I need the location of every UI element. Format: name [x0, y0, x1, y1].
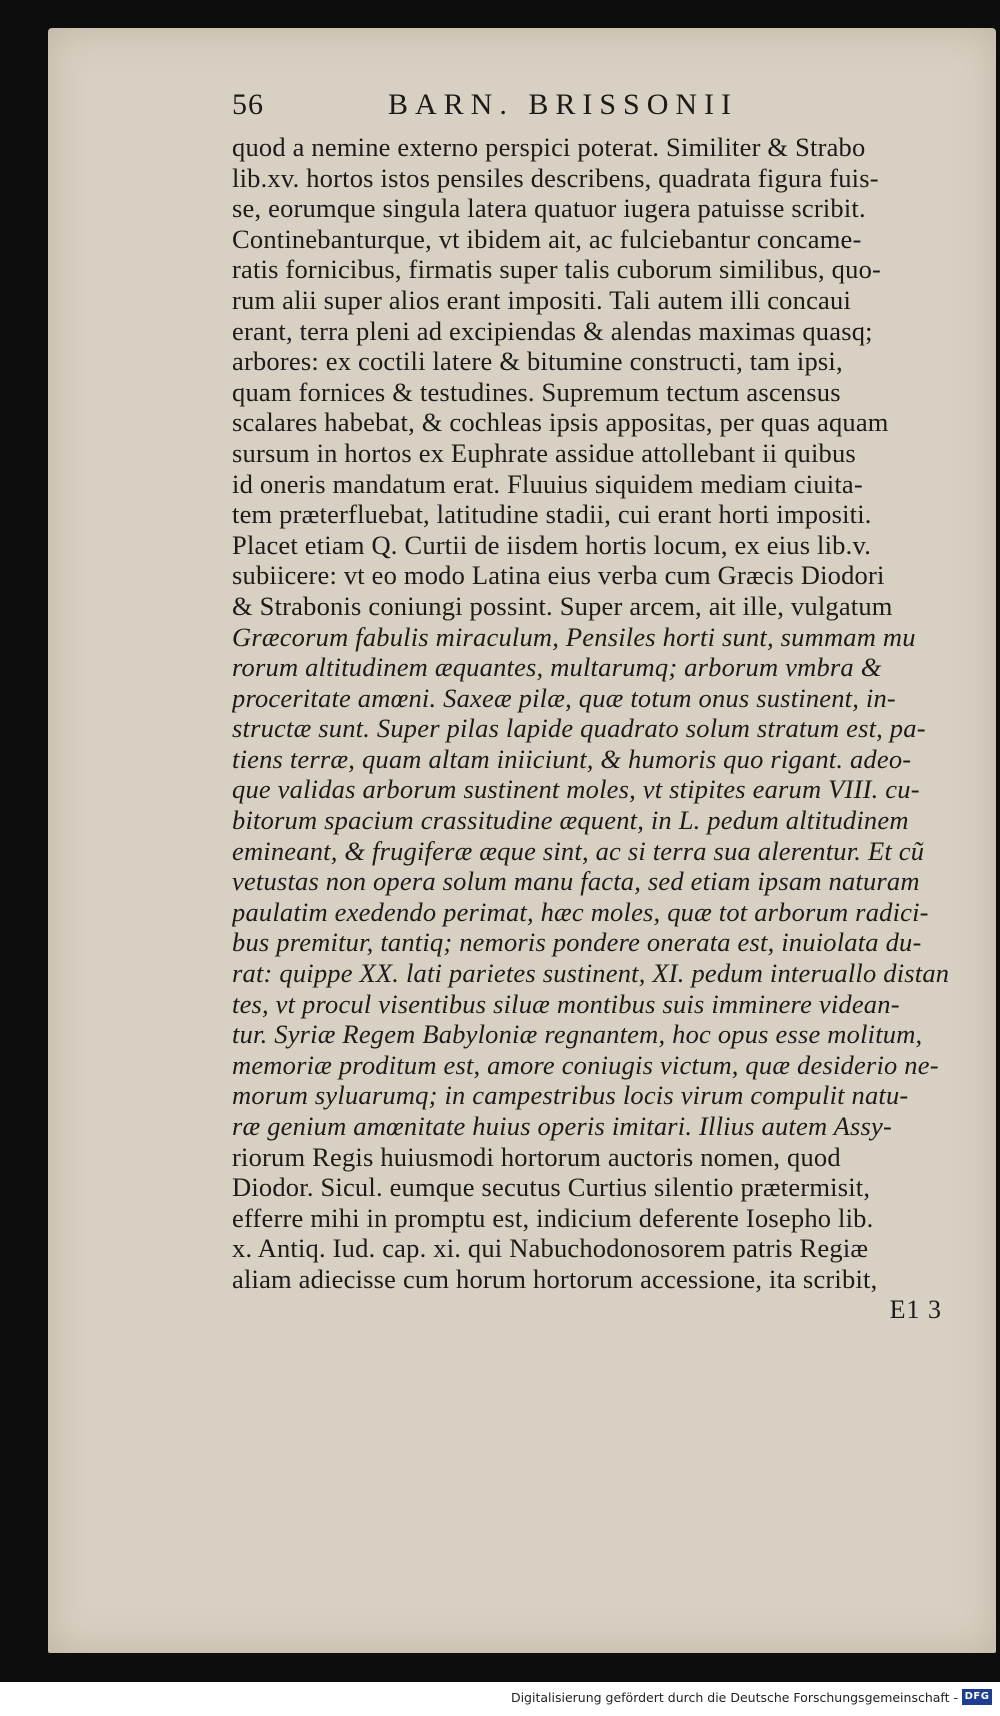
text-line: paulatim exedendo perimat, hæc moles, quæ tot arborum radici- — [232, 896, 929, 927]
text-line: que validas arborum sustinent moles, vt stipites earum VIII. cu- — [232, 774, 920, 805]
text-line: proceritate amœni. Saxeæ pilæ, quæ totum onus sustinent, in- — [232, 682, 896, 713]
text-line: Græcorum fabulis miraculum, Pensiles horti sunt, summam mu — [232, 621, 916, 652]
body-text — [232, 132, 992, 1295]
text-line: Placet etiam Q. Curtii de iisdem hortis locum, ex eius lib.v. — [232, 529, 872, 560]
text-line: bus premitur, tantiq; nemoris pondere onerata est, inuiolata du- — [232, 927, 922, 958]
text-line: Diodor. Sicul. eumque secutus Curtius silentio prætermisit, — [232, 1172, 871, 1203]
text-line: rat: quippe XX. lati parietes sustinent, XI. pedum interuallo distan — [232, 958, 950, 989]
text-line: ræ genium amœnitate huius operis imitari. Illius autem Assy- — [232, 1111, 893, 1141]
text-line: aliam adiecisse cum horum hortorum accessione, ita scribit, — [232, 1263, 878, 1294]
page-content — [232, 88, 992, 1648]
text-line: x. Antiq. Iud. cap. xi. qui Nabuchodonosorem patris Regiæ — [232, 1233, 869, 1264]
text-line: arbores: ex coctili latere & bitumine constructi, tam ipsi, — [232, 346, 843, 377]
text-line: efferre mihi in promptu est, indicium deferente Iosepho lib. — [232, 1202, 874, 1233]
text-line: quam fornices & testudines. Supremum tectum ascensus — [232, 376, 841, 407]
text-line: tem præterfluebat, latitudine stadii, cui erant horti impositi. — [232, 499, 872, 530]
text-line: vetustas non opera solum manu facta, sed etiam ipsam naturam — [232, 866, 920, 897]
text-line: tes, vt procul visentibus siluæ montibus suis imminere videan- — [232, 988, 900, 1019]
text-line: scalares habebat, & cochleas ipsis appositas, per quas aquam — [232, 407, 889, 438]
text-line: memoriæ proditum est, amore coniugis victum, quæ desiderio ne- — [232, 1049, 939, 1080]
text-line: morum syluarumq; in campestribus locis virum compulit natu- — [232, 1080, 909, 1111]
text-line: Continebanturque, vt ibidem ait, ac fulciebantur concame- — [232, 223, 862, 254]
footer-credit: Digitalisierung gefördert durch die Deutsche Forschungsgemeinschaft - — [510, 1690, 958, 1705]
text-line: structæ sunt. Super pilas lapide quadrato solum stratum est, pa- — [232, 713, 926, 744]
text-line: tur. Syriæ Regem Babyloniæ regnantem, hoc opus esse molitum, — [232, 1019, 923, 1050]
catchword-row — [232, 1295, 992, 1329]
text-line: quod a nemine externo perspici poterat. Similiter & Strabo — [232, 132, 866, 162]
text-line: sursum in hortos ex Euphrate assidue attollebant ii quibus — [232, 437, 856, 468]
book-page — [48, 28, 996, 1653]
page-number: 56 — [232, 88, 264, 121]
text-line: rum alii super alios erant impositi. Tali autem illi concaui — [232, 284, 852, 315]
catchword: E1 3 — [889, 1294, 942, 1324]
text-line: & Strabonis coniungi possint. Super arcem, ait ille, vulgatum — [232, 590, 893, 621]
digitization-footer — [0, 1682, 1000, 1716]
text-line: emineant, & frugiferæ æque sint, ac si terra sua alerentur. Et cũ — [232, 835, 925, 866]
dfg-logo: DFG — [962, 1689, 992, 1705]
text-line: lib.xv. hortos istos pensiles describens, quadrata figura fuis- — [232, 162, 879, 193]
text-line: id oneris mandatum erat. Fluuius siquidem mediam ciuita- — [232, 468, 863, 499]
text-line: subiicere: vt eo modo Latina eius verba cum Græcis Diodori — [232, 560, 885, 591]
text-line: erant, terra pleni ad excipiendas & alendas maximas quasq; — [232, 315, 873, 346]
text-line: se, eorumque singula latera quatuor iugera patuisse scribit. — [232, 193, 866, 224]
running-head-title: BARN. BRISSONII — [388, 88, 739, 121]
text-line: rorum altitudinem æquantes, multarumq; arborum vmbra & — [232, 652, 882, 683]
text-line: riorum Regis huiusmodi hortorum auctoris nomen, quod — [232, 1141, 841, 1172]
text-line: tiens terræ, quam altam iniiciunt, & humoris quo rigant. adeo- — [232, 743, 912, 774]
text-line: bitorum spacium crassitudine æquent, in L. pedum altitudinem — [232, 805, 909, 836]
running-head — [232, 88, 992, 132]
text-line: ratis fornicibus, firmatis super talis cuborum similibus, quo- — [232, 254, 882, 285]
